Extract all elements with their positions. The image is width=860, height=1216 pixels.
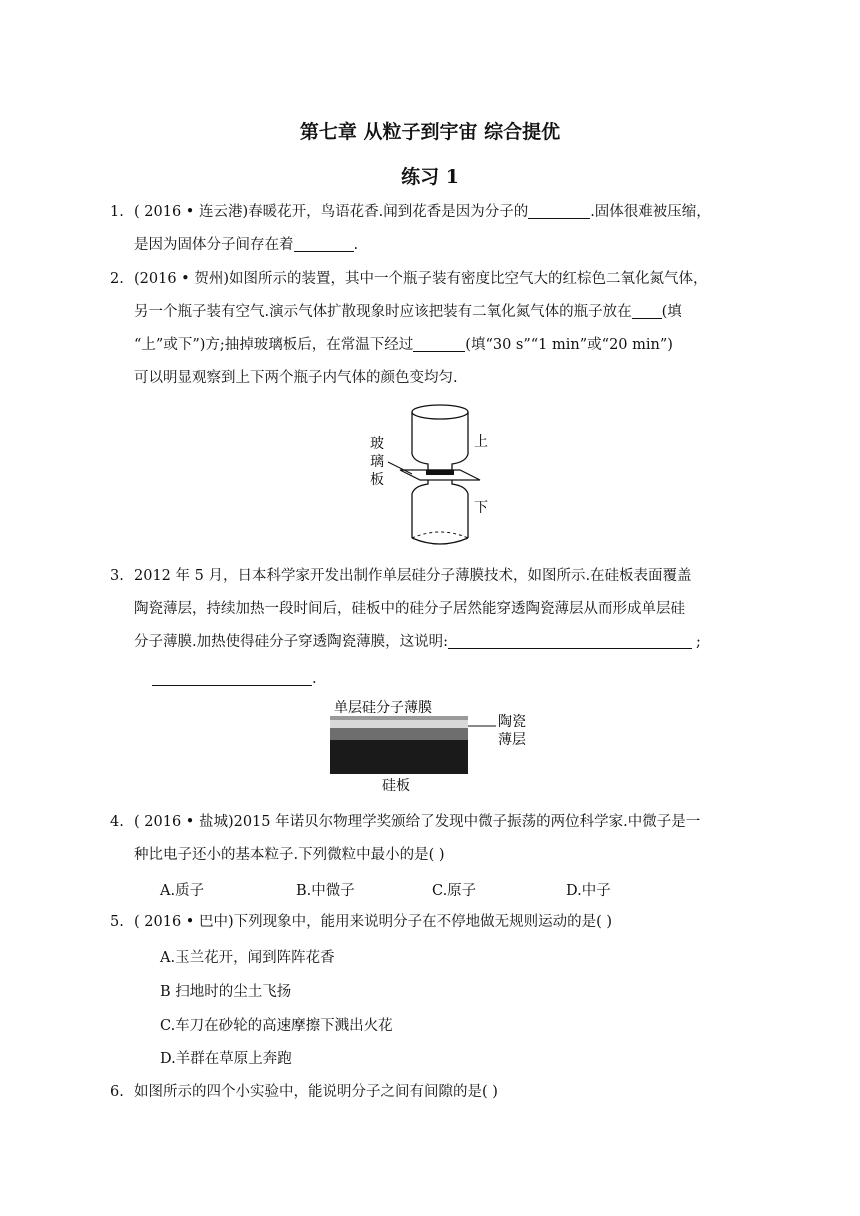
- option-d[interactable]: D.中子: [566, 883, 611, 899]
- question-text: .固体很难被压缩，: [590, 204, 711, 220]
- question-text: ;: [696, 634, 701, 650]
- question-number: 4.: [110, 814, 124, 830]
- ceramic-label-1: 陶瓷: [498, 714, 526, 730]
- answer-blank: [528, 200, 590, 219]
- question-text: 如图所示的四个小实验中，能说明分子之间有间隙的是( ): [134, 1084, 498, 1100]
- answer-blank: [294, 233, 354, 252]
- bottles-figure: [360, 398, 500, 558]
- top-bottle-body: [412, 412, 468, 470]
- bottom-bottle-right: [452, 480, 468, 538]
- question-text: 另一个瓶子装有空气.演示气体扩散现象时应该把装有二氧化氮气体的瓶子放在: [134, 304, 632, 320]
- question-text: ( 2016 • 连云港)春暖花开，鸟语花香.闻到花香是因为分子的: [134, 204, 529, 220]
- bottom-label: 下: [474, 500, 488, 516]
- question-text: .: [353, 237, 359, 253]
- question-number: 3.: [110, 568, 124, 584]
- question-6: [110, 1076, 734, 1109]
- question-1: [110, 196, 734, 262]
- question-3-second-blank-line: [152, 663, 317, 696]
- question-text: 分子薄膜.加热使得硅分子穿透陶瓷薄膜，这说明:: [134, 634, 448, 650]
- bottom-bottle-base-front: [412, 538, 468, 544]
- question-text: (填“30 s”“1 min”或“20 min”): [465, 337, 673, 353]
- question-text: .: [312, 671, 317, 687]
- ceramic-label-2: 薄层: [498, 732, 526, 748]
- question-2: [110, 263, 734, 395]
- silicon-label: 硅板: [382, 778, 410, 794]
- top-label: 上: [474, 434, 488, 450]
- answer-blank: [413, 333, 465, 352]
- question-text: 是因为固体分子间存在着: [134, 237, 294, 253]
- ceramic-layer: [330, 728, 468, 740]
- option-b[interactable]: B 扫地时的尘土飞扬: [160, 984, 292, 1000]
- option-d[interactable]: D.羊群在草原上奔跑: [160, 1051, 292, 1067]
- silicon-film-figure: [320, 696, 540, 796]
- section-title: 练习 1: [401, 166, 459, 188]
- question-text: (填: [661, 304, 682, 320]
- question-4: [110, 806, 734, 872]
- bottle-neck-seal: [426, 470, 454, 475]
- glass-label-2: 璃: [370, 454, 384, 470]
- glass-label-1: 玻: [370, 436, 384, 452]
- glass-label-3: 板: [370, 472, 384, 488]
- chapter-title: 第七章 从粒子到宇宙 综合提优: [299, 121, 561, 143]
- answer-blank: [152, 667, 312, 686]
- ceramic-top-layer: [330, 720, 468, 728]
- question-text: ( 2016 • 盐城)2015 年诺贝尔物理学奖颁给了发现中微子振荡的两位科学家.中微子是一: [134, 814, 701, 830]
- question-number: 1.: [110, 204, 124, 220]
- option-a[interactable]: A.质子: [160, 883, 205, 899]
- option-a[interactable]: A.玉兰花开，闻到阵阵花香: [160, 950, 335, 966]
- silicon-film-layer: [330, 716, 468, 720]
- question-text: (2016 • 贺州)如图所示的装置，其中一个瓶子装有密度比空气大的红棕色二氧化氮气体，: [134, 271, 708, 287]
- answer-blank: [448, 630, 692, 649]
- silicon-plate: [330, 740, 468, 774]
- question-3: [110, 560, 734, 659]
- glass-pointer-line: [388, 462, 412, 474]
- question-text: 种比电子还小的基本粒子.下列微粒中最小的是( ): [134, 847, 445, 863]
- question-number: 6.: [110, 1084, 124, 1100]
- bottom-bottle-left: [412, 480, 428, 538]
- question-text: 陶瓷薄层，持续加热一段时间后，硅板中的硅分子居然能穿透陶瓷薄层从而形成单层硅: [134, 601, 685, 617]
- option-c[interactable]: C.原子: [432, 883, 477, 899]
- answer-blank: [632, 300, 662, 319]
- question-text: 可以明显观察到上下两个瓶子内气体的颜色变均匀.: [134, 370, 458, 386]
- question-text: “上”或下”)方;抽掉玻璃板后，在常温下经过: [134, 337, 414, 353]
- question-text: 2012 年 5 月，日本科学家开发出制作单层硅分子薄膜技术，如图所示.在硅板表面覆盖: [134, 568, 692, 584]
- option-c[interactable]: C.车刀在砂轮的高速摩擦下溅出火花: [160, 1018, 393, 1034]
- bottom-bottle-base-back: [412, 532, 468, 538]
- top-bottle-base: [412, 405, 468, 419]
- question-5: [110, 906, 734, 939]
- option-b[interactable]: B.中微子: [296, 883, 355, 899]
- film-label: 单层硅分子薄膜: [334, 700, 432, 716]
- question-number: 2.: [110, 271, 124, 287]
- question-number: 5.: [110, 914, 124, 930]
- question-text: ( 2016 • 巴中)下列现象中，能用来说明分子在不停地做无规则运动的是( ): [134, 914, 613, 930]
